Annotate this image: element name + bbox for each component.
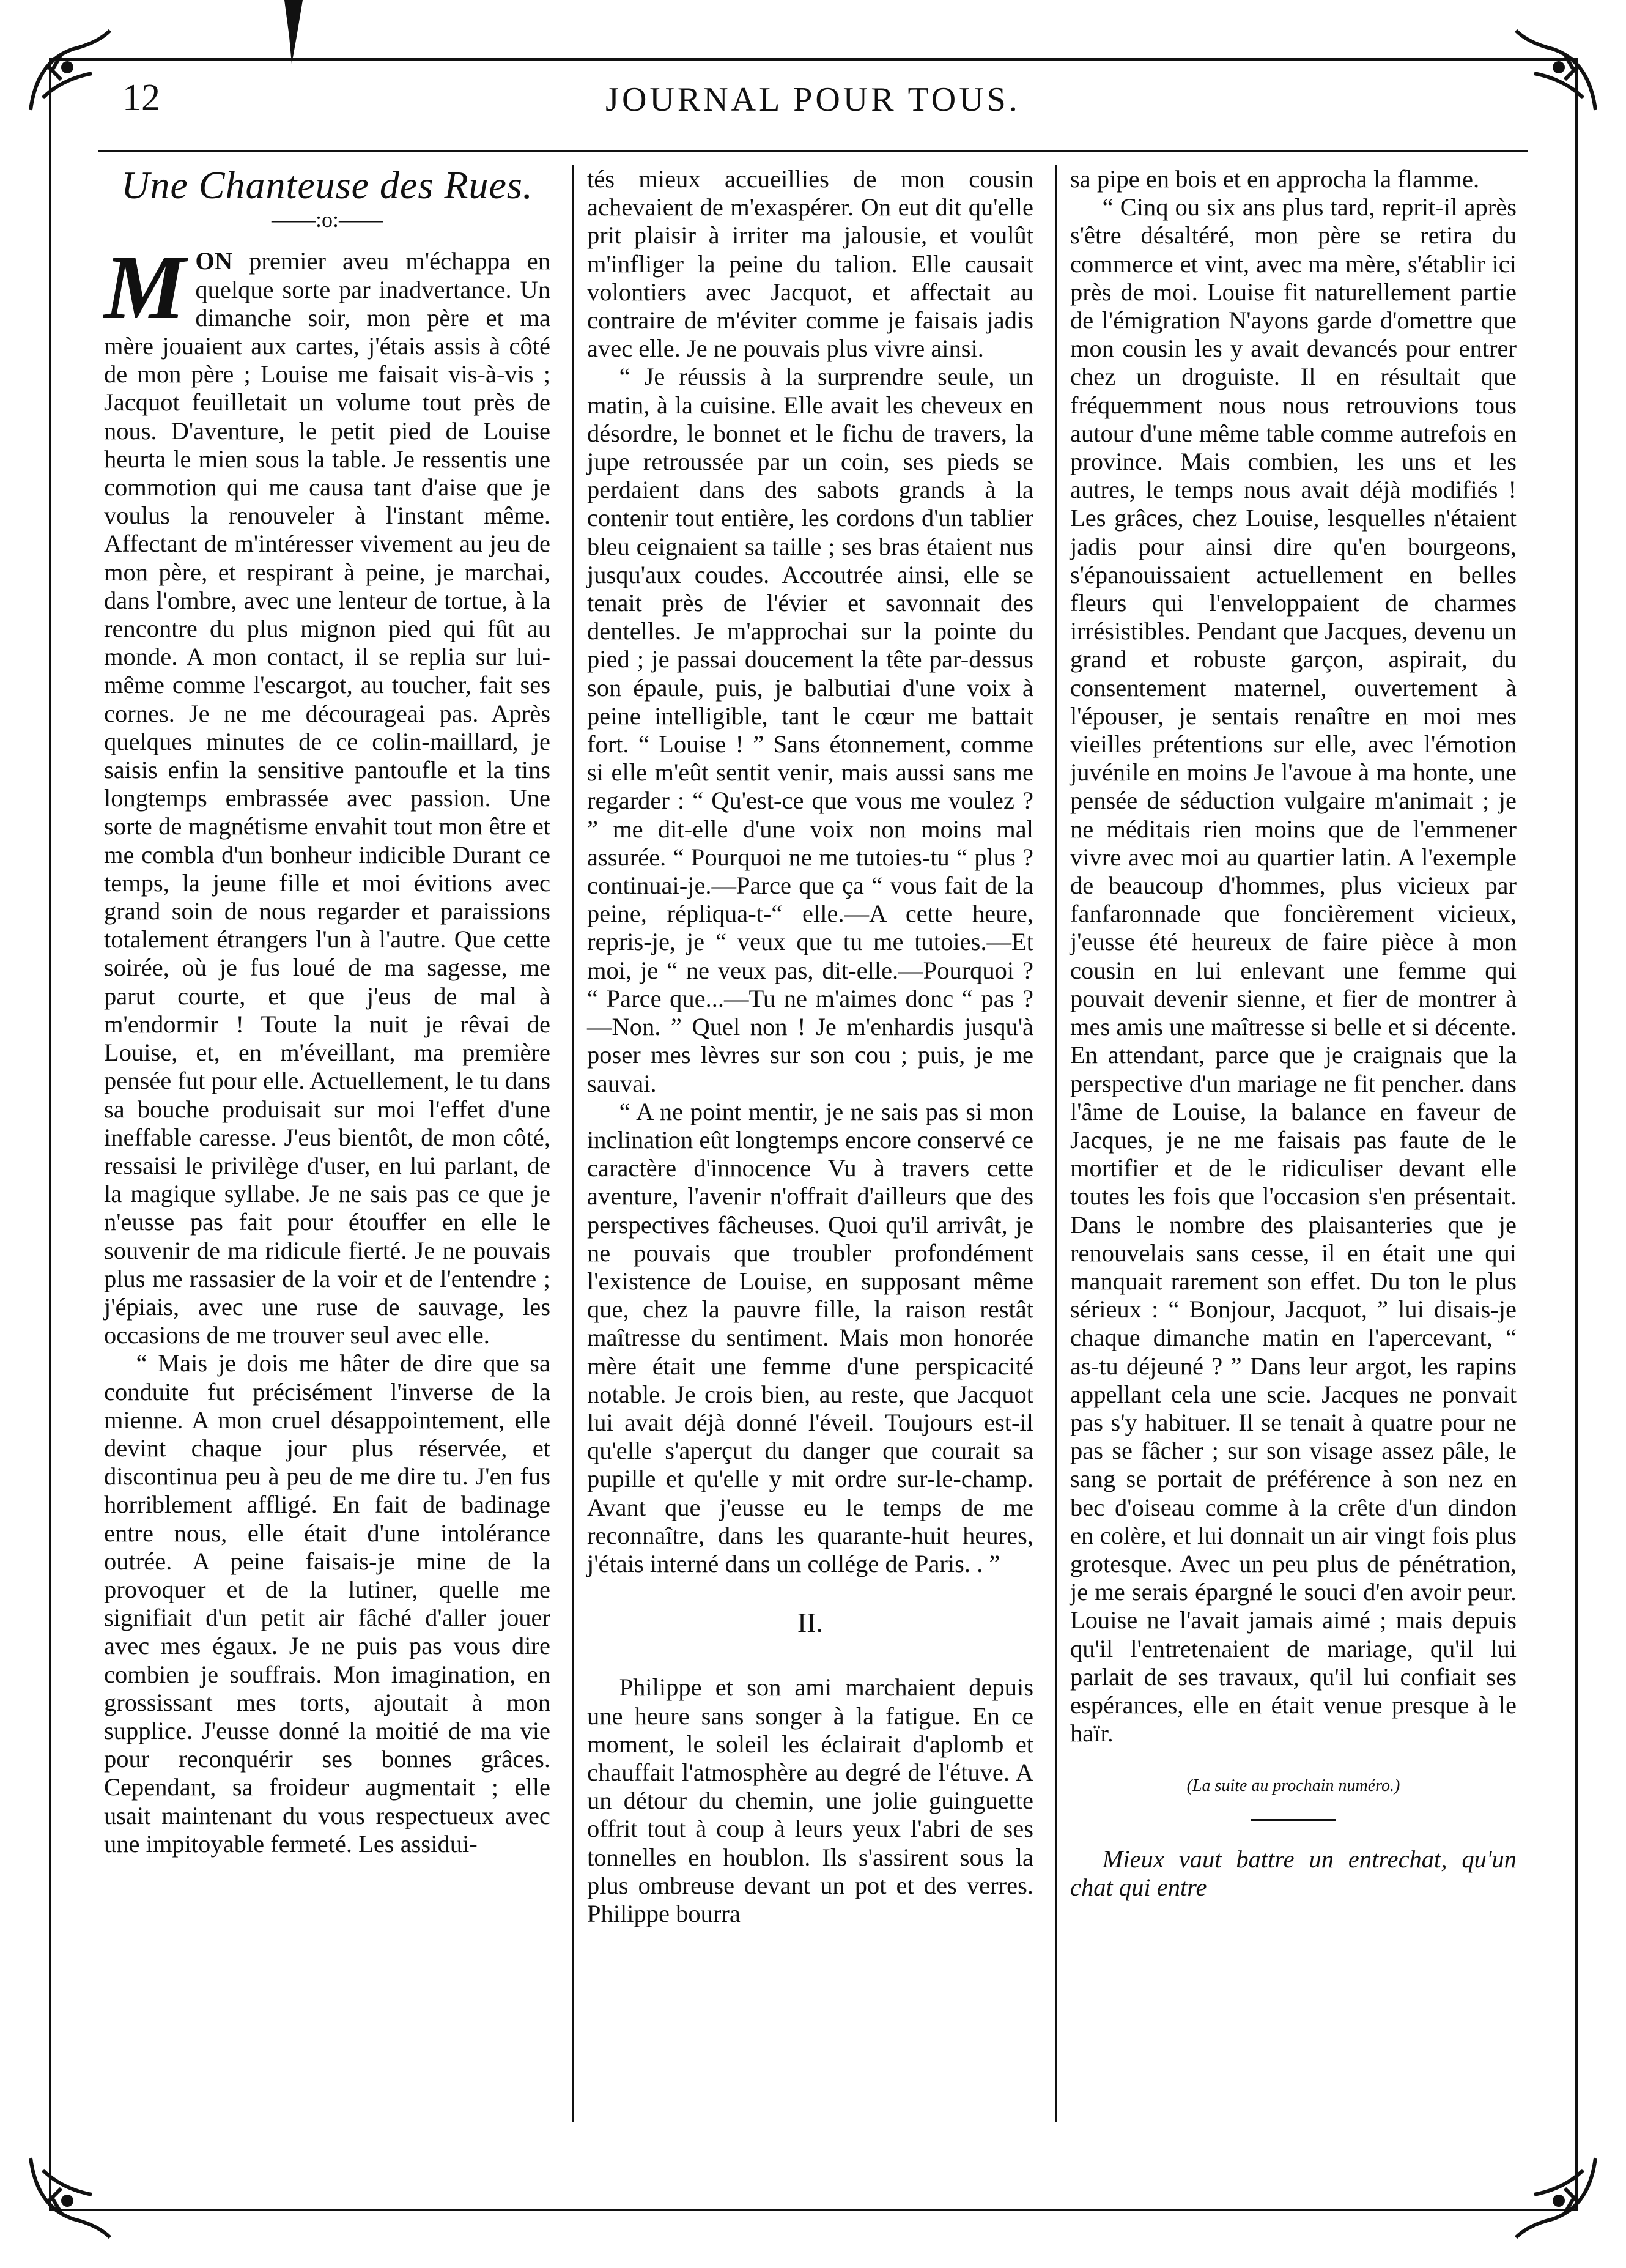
- paragraph: sa pipe en bois et en approcha la flamme.: [1070, 165, 1480, 193]
- drop-cap: M: [104, 237, 186, 339]
- paragraph: “ Je réussis à la surprendre seule, un matin, à la cuisine. Elle avait les cheveux en désordre, le bonnet et le fichu de travers, la jupe retroussée par un coin, ses pieds se perdaient dans des sabots grands à la contenir tout entière, les cordons d'un tablier bleu ceignaient sa taille ; ses bras étaient nus jusqu'aux coudes. Accoutrée ainsi, elle se tenait près de l'évier et savonnait des dentelles. Je m'approchai sur la pointe du pied ; je passai doucement la tête par-dessus son épaule, puis, je balbutiai d'une voix à peine intelligible, tant le cœur me battait fort. “ Louise ! ” Sans étonnement, comme si elle m'eût sentit venir, mais aussi sans me regarder : “ Qu'est-ce que vous me voulez ? ” me dit-elle d'une voix non moins mal assurée. “ Pourquoi ne me tutoies-tu “ plus ? continuai-je.—Parce que ça “ vous fait de la peine, répliqua-t-“ elle.—A cette heure, repris-je, je “ veux que tu me tutoies.—Et moi, je “ ne veux pas, dit-elle.—Pourquoi ? “ Parce que...—Tu ne m'aimes donc “ pas ?—Non. ” Quel non ! Je m'enhardis jusqu'à poser mes lèvres sur son cou ; puis, je me sauvai.: [587, 363, 1033, 1097]
- section-number: II.: [797, 1607, 824, 1639]
- title-ornament: ——:o:——: [271, 207, 383, 232]
- corner-ornament: [1510, 2152, 1602, 2244]
- corner-ornament: [24, 2152, 116, 2244]
- paragraph: [104, 237, 550, 1349]
- paragraph: “ Mais je dois me hâter de dire que sa conduite fut précisément l'inverse de la mienne. A mon cruel désappointement, elle devint chaque jour plus réservée, et discontinua peu à peu de me dire tu. J'en fus horriblement affligé. En fait de badinage entre nous, elle était d'une intolérance outrée. A peine faisais-je mine de la provoquer et de la lutiner, quelle me signifiait d'un petit air fâché d'aller jouer avec mes égaux. Je ne puis pas vous dire combien je souffrais. Mon imagination, en grossissant mes torts, ajoutait à mon supplice. J'eusse donné la moitié de ma vie pour reconquérir ses bonnes grâces. Cependant, sa froideur augmentait ; elle usait maintenant du vous respectueux avec une impitoyable fermeté. Les assidui-: [104, 1349, 550, 1858]
- ink-mark: [278, 0, 309, 67]
- column-divider: [572, 165, 574, 2122]
- page-header: [122, 76, 1504, 125]
- paragraph: “ Cinq ou six ans plus tard, reprit-il après s'être désaltéré, mon père se retira du commerce et vint, avec ma mère, s'établir ici près de moi. Louise fit naturellement partie de l'émigration N'ayons garde d'omettre que mon cousin les y avait devancés pour entrer chez un droguiste. Il en résultait que fréquemment nous nous retrouvions tous autour d'une même table comme autrefois en province. Mais combien, les uns et les autres, le temps nous avait déjà modifiés ! Les grâces, chez Louise, lesquelles n'étaient jadis pour ainsi dire qu'en bourgeons, s'épanouissaient actuellement en belles fleurs qui l'enveloppaient de charmes irrésistibles. Pendant que Jacques, devenu un grand et robuste garçon, aspirait, du consentement maternel, ouvertement à l'épouser, je sentais renaître en moi mes vieilles prétentions sur elle, avec l'émotion juvénile en moins Je l'avoue à ma honte, une pensée de séduction vulgaire m'animait ; je ne méditais rien moins que de l'emmener vivre avec moi au quartier latin. A l'exemple de beaucoup d'hommes, plus vicieux par fanfaronnade que foncièrement vicieux, j'eusse été heureux de faire pièce à mon cousin en lui enlevant une femme qui pouvait devenir sienne, et fier de montrer à mes amis une maîtresse si belle et si décente. En attendant, parce que je craignais que la perspective d'un mariage ne fit pencher. dans l'âme de Louise, la balance en faveur de Jacques, je ne me faisais pas faute de le mortifier et de le ridiculiser devant elle toutes les fois que l'occasion s'en présentait. Dans le nombre des plaisanteries que je renouvelais sans cesse, il en était une qui manquait rarement son effet. Du ton le plus sérieux : “ Bonjour, Jacquot, ” lui disais-je chaque dimanche matin en l'apercevant, “ as-tu déjeuné ? ” Dans leur argot, les rapins appellant cela une scie. Jacques ne ponvait pas s'y habituer. Il se tenait à quatre pour ne pas se fâcher ; sur son visage assez pâle, le sang se portait de préférence à son nez en bec d'oiseau comme à la crête d'un dindon en colère, et lui donnait un air vingt fois plus grotesque. Avec un peu plus de pénétration, je me serais épargné le souci d'en avoir peur. Louise ne l'avait jamais aimé ; mais depuis qu'il l'entretenaient de mariage, qu'il lui parlait de ses travaux, qu'il lui confiait ses espérances, elle en était venue presque à le haïr.: [1070, 193, 1517, 1747]
- column-divider: [1055, 165, 1057, 2122]
- page-number: 12: [122, 77, 160, 119]
- paragraph: Philippe et son ami marchaient depuis une heure sans songer à la fatigue. En ce moment, le soleil les éclairait d'aplomb et chauffait l'atmosphère au degré de l'étuve. A un détour du chemin, une jolie guinguette offrit tout à coup à leurs yeux l'abri de ses tonnelles en houblon. Ils s'assirent sous la plus ombreuse devant un pot et des verres. Philippe bourra: [587, 1673, 1033, 1927]
- lettrine-rest: ON: [195, 247, 233, 275]
- corner-ornament: [1510, 24, 1602, 116]
- proverb-text: Mieux vaut battre un entrechat, qu'un chat qui entre: [1070, 1845, 1517, 1901]
- paragraph-text: premier aveu m'échappa en quelque sorte par inadvertance. Un dimanche soir, mon père et ma mère jouaient aux cartes, j'étais assis à côté de mon père ; Louise me faisait vis-à-vis ; Jacquot feuilletait un volume tout près de nous. D'aventure, le petit pied de Louise heurta le mien sous la table. Je ressentis une commotion qui me causa tant d'aise que je voulus la renouveler à l'instant même. Affectant de m'intéresser vivement au jeu de mon père, et respirant à peine, je marchai, dans l'ombre, avec une lenteur de tortue, à la rencontre du plus mignon pied qui fût au monde. A mon contact, il se replia sur lui-même comme l'escargot, au toucher, fait ses cornes. Je ne me décourageai pas. Après quelques minutes de ce colin-maillard, je saisis enfin la sensitive pantoufle et la tins longtemps embrassée avec passion. Une sorte de magnétisme envahit tout mon être et me combla d'un bonheur indicible Durant ce temps, la jeune fille et moi évitions avec grand soin de nous regarder et paraissions totalement étrangers l'un à l'autre. Que cette soirée, où je fus loué de ma sagesse, me parut courte, et que j'eus de mal à m'endormir ! Toute la nuit je rêvai de Louise, et, en m'éveillant, ma première pensée fut pour elle. Actuellement, le tu dans sa bouche produisait sur moi l'effet d'une ineffable caresse. J'eus bientôt, de mon côté, ressaisi le privilège d'user, en lui parlant, de la magique syllabe. Je ne sais pas ce que je n'eusse pas fait pour étouffer en elle le souvenir de ma ridicule fierté. Je ne pouvais plus me rassasier de la voir et de l'entendre ; j'épiais, avec une ruse de sauvage, les occasions de me trouver seul avec elle.: [104, 247, 550, 1349]
- column-2: [587, 165, 1033, 1928]
- continued-note: (La suite au prochain numéro.): [1186, 1776, 1400, 1796]
- corner-ornament: [24, 24, 116, 116]
- header-rule: [98, 150, 1528, 152]
- journal-title: JOURNAL POUR TOUS.: [605, 81, 1021, 119]
- paragraph: “ A ne point mentir, je ne sais pas si mon inclination eût longtemps encore conservé ce caractère d'innocence Vu à travers cette aventure, l'avenir n'offrait d'ailleurs que des perspectives fâcheuses. Quoi qu'il arrivât, je ne pouvais que troubler profondément l'existence de Louise, en supposant même que, chez la pauvre fille, la raison restât maîtresse du sentiment. Mais mon honorée mère était une femme d'une perspicacité notable. Je crois bien, au reste, que Jacquot lui avait déjà donné l'éveil. Toujours est-il qu'elle s'aperçut du danger que courait sa pupille et qu'elle y mit ordre sur-le-champ. Avant que j'eusse eu le temps de me reconnaître, dans les quarante-huit heures, j'étais interné dans un collége de Paris. . ”: [587, 1097, 1033, 1577]
- proverb: [1070, 1845, 1517, 1902]
- column-3: [1070, 165, 1517, 1902]
- column-1: [104, 165, 550, 1858]
- article-title: Une Chanteuse des Rues.: [121, 163, 533, 207]
- separator-rule: [1251, 1819, 1336, 1821]
- paragraph: tés mieux accueillies de mon cousin achevaient de m'exaspérer. On eut dit qu'elle prit plaisir à irriter ma jalousie, et voulût m'infliger la peine du talion. Elle causait volontiers avec Jacquot, et affectait au contraire de m'éviter comme je faisais jadis avec elle. Je ne pouvais plus vivre ainsi.: [587, 165, 1033, 363]
